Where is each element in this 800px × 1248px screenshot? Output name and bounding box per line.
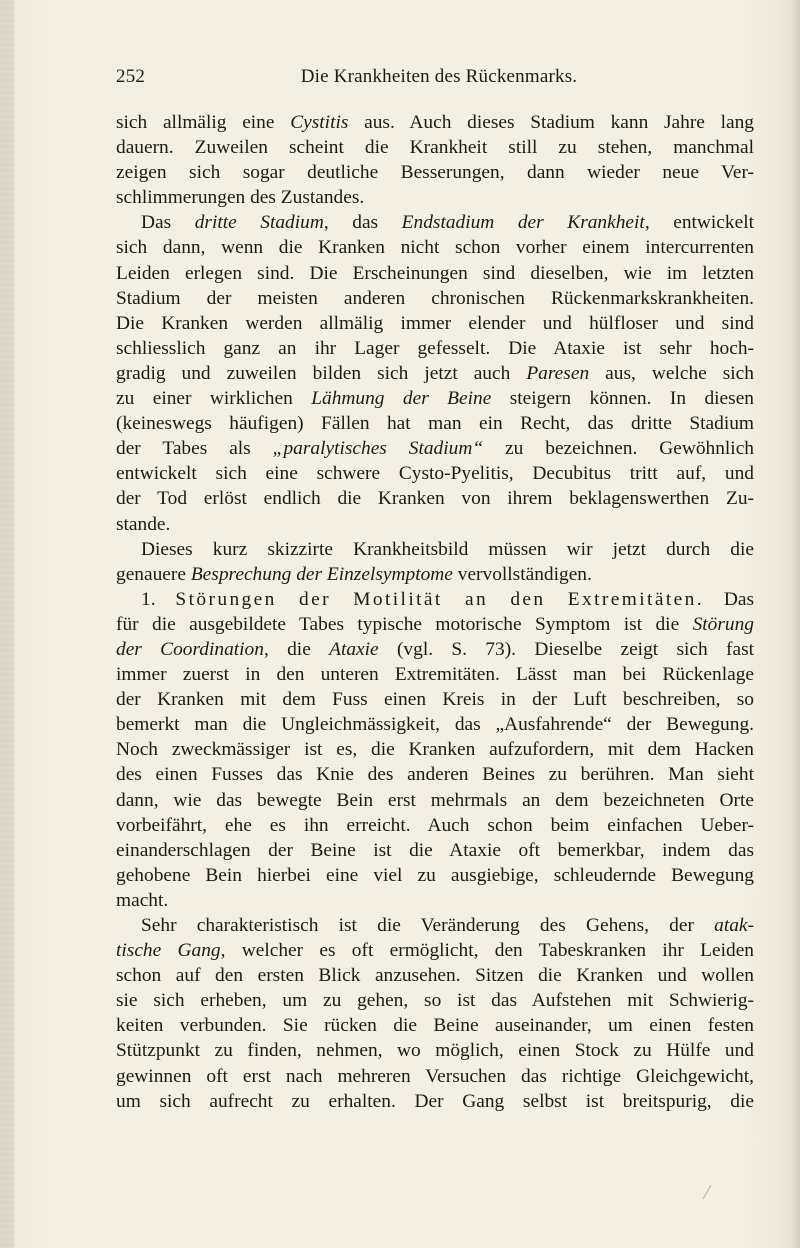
text-line: gehobene Bein hierbei eine viel zu ausgiebige, schleudernde Bewegung [116,864,754,886]
paragraph-start-line: Dieses kurz skizzirte Krankheitsbild müssen wir jetzt durch die [141,538,754,560]
text-line: bemerkt man die Ungleichmässigkeit, das „Ausfahrende“ der Bewegung. [116,714,754,736]
text-line: dauern. Zuweilen scheint die Krankheit still zu stehen, manchmal [116,137,754,159]
text-line: Leiden erlegen sind. Die Erscheinungen sind dieselben, wie im letzten [116,262,754,284]
text-line: macht. [116,889,169,911]
body-text [116,110,754,1114]
page-edge [790,0,800,1248]
text-line: tische Gang, welcher es oft ermöglicht, den Tabeskranken ihr Leiden [116,940,755,962]
text-line: entwickelt sich eine schwere Cysto-Pyelitis, Decubitus tritt auf, und [116,463,754,485]
text-line: der Kranken mit dem Fuss einen Kreis in der Luft beschreiben, so [116,689,754,711]
text-line: des einen Fusses das Knie des anderen Beines zu berühren. Man sieht [116,764,754,786]
text-line: gradig und zuweilen bilden sich jetzt auch Paresen aus, welche sich [116,362,754,384]
paragraph-start-line: Das dritte Stadium, das Endstadium der Krankheit, entwickelt [141,212,754,234]
text-line: genauere Besprechung der Einzelsymptome vervollständigen. [116,563,592,585]
text-line: für die ausgebildete Tabes typische motorische Symptom ist die Störung [116,613,754,635]
text-line: zeigen sich sogar deutliche Besserungen, dann wieder neue Ver- [116,162,754,184]
text-line: stande. [116,513,171,535]
paragraph-start-line: Sehr charakteristisch ist die Veränderung des Gehens, der atak- [141,915,754,936]
text-line: der Tabes als „paralytisches Stadium“ zu bezeichnen. Gewöhnlich [116,438,754,460]
text-line: immer zuerst in den unteren Extremitäten. Lässt man bei Rückenlage [116,664,754,686]
text-line: schon auf den ersten Blick anzusehen. Sitzen die Kranken und wollen [116,965,754,987]
text-line: gewinnen oft erst nach mehreren Versuchen das richtige Gleichgewicht, [116,1065,754,1087]
text-line: vorbeifährt, ehe es ihn erreicht. Auch schon beim einfachen Ueber- [116,814,754,836]
text-line: Stadium der meisten anderen chronischen Rückenmarkskrankheiten. [116,287,754,309]
text-line: der Tod erlöst endlich die Kranken von ihrem beklagenswerthen Zu- [116,488,754,510]
text-line: Noch zweckmässiger ist es, die Kranken aufzufordern, mit dem Hacken [116,739,754,761]
page-binding-shadow [0,0,14,1248]
text-line: der Coordination, die Ataxie (vgl. S. 73). Dieselbe zeigt sich fast [116,638,755,660]
text-line: um sich aufrecht zu erhalten. Der Gang selbst ist breitspurig, die [116,1090,754,1112]
text-line: keiten verbunden. Sie rücken die Beine auseinander, um einen festen [116,1015,754,1037]
section-heading-line: 1. Störungen der Motilität an den Extremitäten. Das [141,588,755,610]
text-line: (keineswegs häufigen) Fällen hat man ein Recht, das dritte Stadium [116,413,754,435]
text-line: sich dann, wenn die Kranken nicht schon vorher einem intercurrenten [116,237,754,259]
text-line: schlimmerungen des Zustandes. [116,187,365,209]
running-title: Die Krankheiten des Rückenmarks. [300,66,578,87]
text-line: einanderschlagen der Beine ist die Ataxie oft bemerkbar, indem das [116,839,754,861]
text-line: Die Kranken werden allmälig immer elender und hülfloser und sind [116,312,754,334]
text-line: dann, wie das bewegte Bein erst mehrmals an dem bezeichneten Orte [116,789,754,811]
text-line: Stützpunkt zu finden, nehmen, wo möglich, einen Stock zu Hülfe und [116,1040,754,1062]
running-head [116,66,754,90]
page-number: 252 [116,66,146,87]
pencil-mark [703,1185,719,1203]
text-line: sie sich erheben, um zu gehen, so ist das Aufstehen mit Schwierig- [116,990,754,1012]
text-line: zu einer wirklichen Lähmung der Beine steigern können. In diesen [116,388,754,410]
text-line: schliesslich ganz an ihr Lager gefesselt. Die Ataxie ist sehr hoch- [116,337,754,359]
text-line: sich allmälig eine Cystitis aus. Auch dieses Stadium kann Jahre lang [116,112,754,133]
